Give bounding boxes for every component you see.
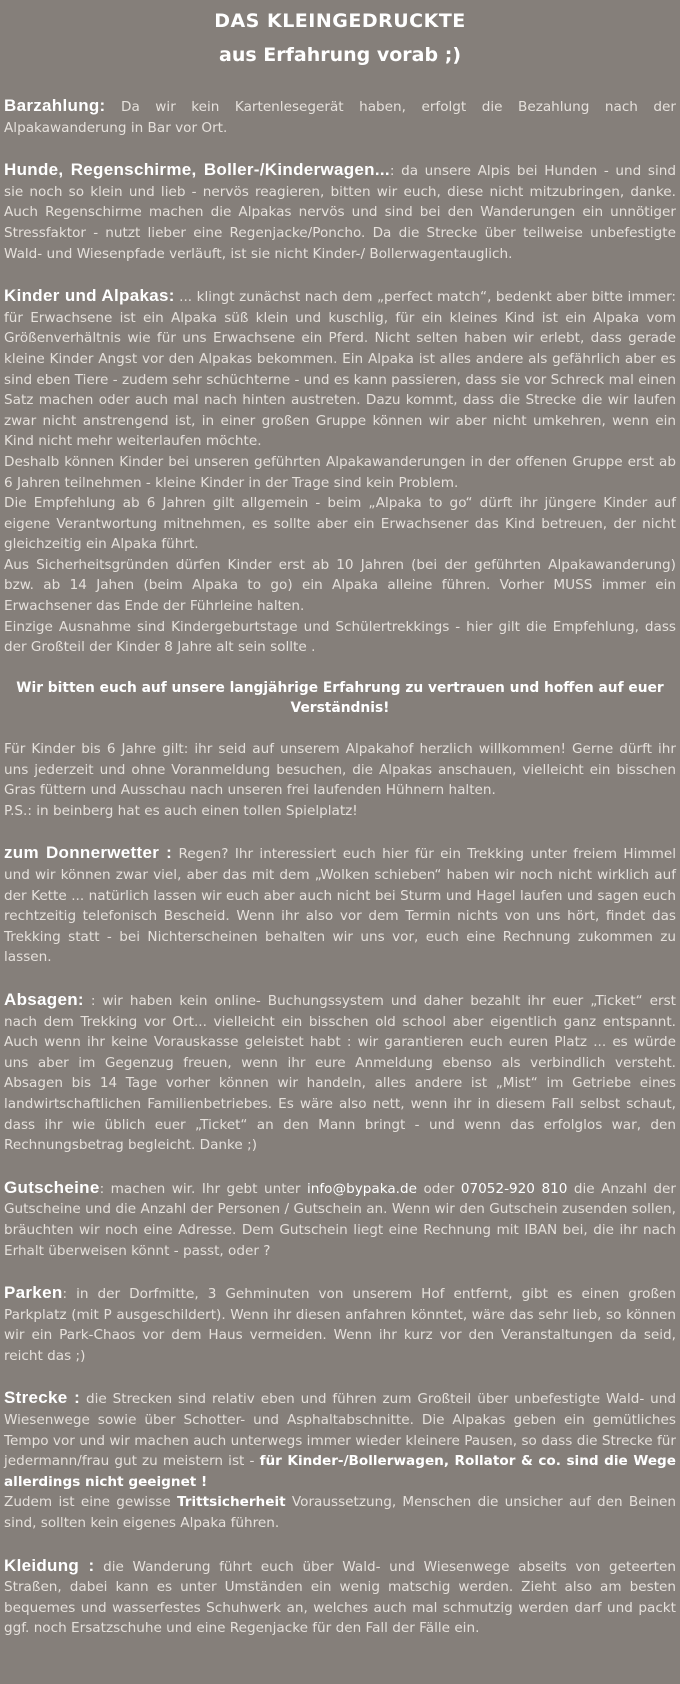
heading-parken: Parken — [4, 1283, 63, 1303]
page-subtitle: aus Erfahrung vorab ;) — [219, 44, 461, 66]
text-kinder-3: Die Empfehlung ab 6 Jahren gilt allgemein - beim „Alpaka to go“ dürft ihr jüngere Kinder auf eigene Verantwortung mitnehmen, es sollte aber ein Erwachsener das Kind betreuen, der nicht gleichzeitig ein Alpaka führt. — [4, 495, 676, 553]
text-hunde: : da unsere Alpis bei Hunden - und sind sie noch so klein und lieb - nervös reagieren, bitten wir euch, diese nicht mitzubringen, danke. Auch Regenschirme machen die Alpakas nervös und sind bei den Wanderungen ein unnötiger Stressfaktor - nutzt lieber eine Regenjacke/Poncho. Da die Strecke über teilweise unbefestigte Wald- und Wiesenpfade verläuft, ist sie nicht Kinder-/ Bollerwagentauglich. — [4, 163, 676, 262]
text-kinder-4: Aus Sicherheitsgründen dürfen Kinder erst ab 10 Jahren (bei der geführten Alpakawanderung) bzw. ab 14 Jahen (beim Alpaka to go) ein Alpaka alleine führen. Vorher MUSS immer ein Erwachsener das Ende der Führleine halten. — [4, 556, 676, 615]
page-title: DAS KLEINGEDRUCKTE — [214, 10, 466, 32]
text-strecke: die Strecken sind relativ eben und führen zum Großteil über unbefestigte Wald- und Wiesenwege sowie über Schotter- und Asphaltabschnitte. Die Alpakas geben ein gemütliches Tempo vor und wir machen auch unterwegs immer wieder kleinere Pausen, so dass die Strecke für jedermann/frau gut zu meistern ist - — [4, 1391, 676, 1470]
email-link[interactable]: info@bypaka.de — [306, 1180, 417, 1197]
section-kleidung — [4, 1556, 676, 1639]
heading-kinder: Kinder und Alpakas: — [4, 286, 175, 306]
text-kleinkinder-1: Für Kinder bis 6 Jahre gilt: ihr seid auf unserem Alpakahof herzlich willkommen! Gerne dürft ihr uns jederzeit und ohne Voranmeldung besuchen, die Alpakas anschauen, vielleicht ein bisschen Gras füttern und Ausschau nach unseren frei laufenden Hühnern halten. — [4, 741, 676, 799]
text-strecke-2-post: Voraussetzung, Menschen die unsicher auf den Beinen sind, sollten kein eigenes Alpaka führen. — [4, 1494, 676, 1532]
text-strecke-2-bold: Trittsicherheit — [177, 1494, 286, 1511]
text-donnerwetter: Regen? Ihr interessiert euch hier für ein Trekking unter freiem Himmel und wir können zwar viel, aber das mit dem „Wolken schieben“ haben wir noch nicht wirklich auf der Kette ... natürlich lassen wir euch aber auch nicht bei Sturm und Hagel laufen und sagen euch rechtzeitig telefonisch Bescheid. Wenn ihr also vor dem Termin nichts von uns hört, findet das Trekking statt - bei Nichterscheinen behalten wir uns vor, euch eine Rechnung zukommen zu lassen. — [4, 846, 676, 966]
section-strecke-2 — [4, 1492, 676, 1533]
heading-absagen: Absagen: — [4, 989, 84, 1009]
text-gutscheine-mid: oder — [416, 1180, 461, 1197]
appeal-text: Wir bitten euch auf unsere langjährige Erfahrung zu vertrauen und hoffen auf euer Verständnis! — [16, 679, 664, 717]
heading-kleidung: Kleidung : — [4, 1555, 95, 1575]
text-strecke-bold: für Kinder-/Bollerwagen, Rollator & co. sind die Wege allerdings nicht geeignet ! — [4, 1453, 677, 1490]
section-hunde — [4, 160, 676, 264]
heading-gutscheine: Gutscheine — [4, 1177, 100, 1197]
text-kleidung: die Wanderung führt euch über Wald- und Wiesenwege abseits von geteerten Straßen, dabei kann es unter Umständen ein wenig matschig werden. Zieht also am besten bequemes und wasserfestes Schuhwerk an, welches auch mal schmutzig werden darf und packt ggf. noch Ersatzschuhe und eine Regenjacke für den Fall der Fälle ein. — [4, 1558, 676, 1637]
section-barzahlung — [4, 96, 676, 138]
text-absagen: : wir haben kein online- Buchungssystem und daher bezahlt ihr euer „Ticket“ erst nach dem Trekking vor Ort... vielleicht ein bisschen old school aber eigentlich ganz entspannt. Auch wenn ihr keine Vorauskasse geleistet habt : wir garantieren euch euren Platz ... es würde uns aber im Gegenzug freuen, wenn ihr eure Anmeldung ebenso als verbindlich versteht. Absagen bis 14 Tage vorher können wir handeln, alles andere ist „Mist“ im Getriebe eines landwirtschaftlichen Familienbetriebes. Es wäre also nett, wenn ihr in diesem Fall selbst schaut, dass ihr wie üblich euer „Ticket“ an den Mann bringt - und wenn das erfolglos war, den Rechnungsbetrag begleicht. Danke ;) — [4, 992, 676, 1154]
section-donnerwetter — [4, 843, 676, 968]
heading-donnerwetter: zum Donnerwetter : — [4, 843, 173, 863]
heading-barzahlung: Barzahlung: — [4, 96, 106, 115]
text-kinder-5: Einzige Ausnahme sind Kindergeburtstage und Schülertrekkings - hier gilt die Empfehlung, dass der Großteil der Kinder 8 Jahre alt sein sollte . — [4, 618, 676, 656]
heading-strecke: Strecke : — [4, 1388, 81, 1408]
section-parken — [4, 1283, 676, 1366]
text-parken: : in der Dorfmitte, 3 Gehminuten von unserem Hof entfernt, gibt es einen großen Parkplatz (mit P ausgeschildert). Wenn ihr diesen anfahren könntet, wäre das sehr lieb, so können wir ein Park-Chaos vor dem Haus vermeiden. Wenn ihr kurz vor den Veranstaltungen da seid, reicht das ;) — [4, 1286, 676, 1364]
text-gutscheine-post: die Anzahl der Gutscheine und die Anzahl der Personen / Gutschein an. Wenn wir den Gutschein zusenden sollen, bräuchten wir noch eine Adresse. Dem Gutschein liegt eine Rechnung mit IBAN bei, die ihr nach Erhalt überweisen könnt - passt, oder ? — [4, 1180, 676, 1259]
text-kleinkinder-2: P.S.: in beinberg hat es auch einen tollen Spielplatz! — [4, 802, 358, 819]
text-barzahlung: Da wir kein Kartenlesegerät haben, erfolgt die Bezahlung nach der Alpakawanderung in Bar vor Ort. — [4, 99, 676, 136]
heading-hunde: Hunde, Regenschirme, Boller-/Kinderwagen... — [4, 160, 390, 180]
text-kinder-1: ... klingt zunächst nach dem „perfect match“, bedenkt aber bitte immer: für Erwachsene ist ein Alpaka süß klein und kuschlig, für ein kleines Kind ist ein Alpaka vom Größenverhältnis wie für uns Erwachsene ein Pferd. Nicht selten haben wir erlebt, dass gerade kleine Kinder Angst vor den Alpakas bekommen. Ein Alpaka ist alles andere als gefährlich aber es sind eben Tiere - zudem sehr schüchterne - und es kann passieren, dass sie vor Schreck mal einen Satz machen oder auch mal nach hinten austreten. Dazu kommt, dass die Strecke die wir laufen zwar nicht anstrengend ist, in einer großen Gruppe können wir aber nicht umkehren, wenn ein Kind nicht mehr weiterlaufen möchte. — [4, 289, 677, 450]
section-gutscheine — [4, 1178, 676, 1261]
section-strecke — [4, 1388, 676, 1492]
content — [4, 96, 676, 1639]
section-absagen — [4, 990, 676, 1156]
text-kinder-2: Deshalb können Kinder bei unseren geführten Alpakawanderungen in der offenen Gruppe erst ab 6 Jahren teilnehmen - kleine Kinder in der Trage sind kein Problem. — [4, 453, 676, 491]
section-kinder — [4, 286, 676, 452]
text-strecke-2-pre: Zudem ist eine gewisse — [4, 1494, 177, 1511]
phone-link[interactable]: 07052-920 810 — [460, 1180, 568, 1197]
text-gutscheine-pre: : machen wir. Ihr gebt unter — [99, 1180, 307, 1197]
